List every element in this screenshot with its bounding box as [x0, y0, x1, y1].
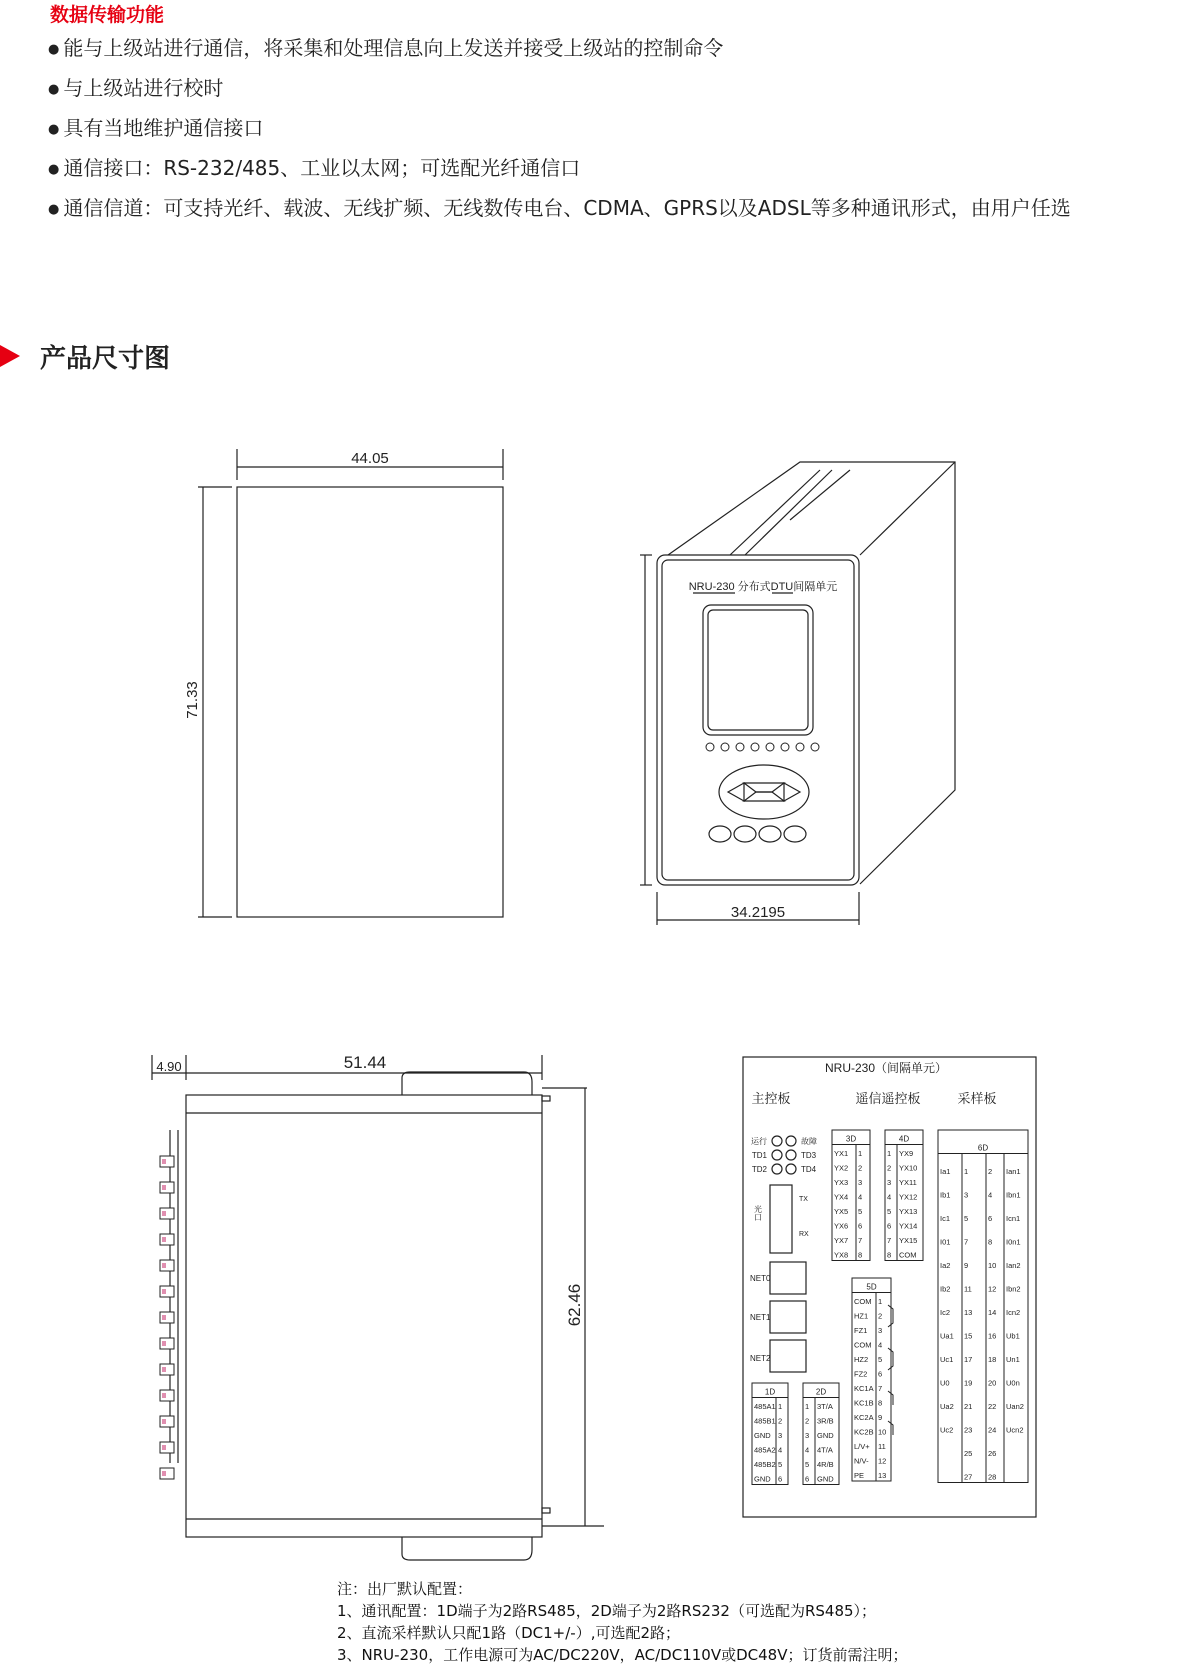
terminal-blocks	[752, 1130, 1028, 1485]
terminal-cell: Icn1	[1006, 1214, 1021, 1223]
terminal-cell: Icn2	[1006, 1308, 1021, 1317]
screw-marker	[162, 1211, 166, 1216]
terminal-block-5d	[852, 1278, 891, 1481]
terminal-cell: 3	[858, 1178, 863, 1187]
net-label: NET0	[750, 1274, 771, 1283]
terminal-block-title: 1D	[764, 1387, 776, 1397]
terminal-cell: Uan2	[1006, 1402, 1024, 1411]
net-label: NET2	[750, 1354, 771, 1363]
terminal-cell: I0n1	[1006, 1237, 1021, 1247]
factory-default-notes	[337, 1578, 907, 1666]
terminal-cell: Ib1	[940, 1190, 951, 1200]
terminal-cell: 485A2	[754, 1445, 776, 1455]
terminal-cell: 8	[988, 1237, 993, 1247]
terminal-cell: YX8	[834, 1250, 849, 1260]
sample-board-label: 采样板	[957, 1091, 997, 1106]
terminal-cell: 6	[887, 1221, 892, 1231]
feature-item: ● 通信接口：RS-232/485、工业以太网；可选配光纤通信口	[48, 150, 1071, 190]
screw-marker	[162, 1185, 166, 1190]
terminal-cell: 26	[988, 1449, 997, 1458]
terminal-cell: COM	[854, 1340, 872, 1350]
led-label: 运行	[751, 1137, 767, 1146]
note-line: 1、通讯配置：1D端子为2路RS485，2D端子为2路RS232（可选配为RS485）；	[337, 1602, 877, 1620]
terminal-cell: Ic2	[940, 1308, 951, 1317]
note-line: 3、NRU-230，工作电源可为AC/DC220V，AC/DC110V或DC48V；订货前需注明；	[337, 1646, 908, 1664]
terminal-cell: 485A1	[754, 1402, 776, 1411]
terminal-cell: Ua2	[940, 1402, 954, 1411]
terminal-cell: 4	[805, 1445, 810, 1455]
terminal-block-title: 2D	[815, 1387, 827, 1397]
terminal-title: NRU-230（间隔单元）	[824, 1061, 948, 1075]
terminal-cell: 9	[878, 1413, 883, 1422]
terminal-block-4d	[885, 1130, 923, 1261]
terminal-cell: 8	[878, 1398, 883, 1408]
terminal-cell: 3	[887, 1178, 892, 1187]
terminal-cell: COM	[899, 1250, 917, 1260]
terminal-block-1d	[752, 1383, 788, 1485]
optical-port-label: 光口	[753, 1205, 763, 1221]
feature-item: ● 通信信道：可支持光纤、载波、无线扩频、无线数传电台、CDMA、GPRS以及ADSL等多种通讯形式，由用户任选	[48, 190, 1071, 230]
terminal-cell: 1	[778, 1402, 783, 1411]
terminal-cell: 17	[964, 1355, 973, 1364]
terminal-cell: 21	[964, 1402, 973, 1411]
terminal-cell: 5	[858, 1207, 863, 1216]
terminal-cell: Un1	[1006, 1355, 1020, 1364]
terminal-cell: L/V+	[854, 1442, 870, 1451]
screw-marker	[162, 1289, 166, 1294]
terminal-cell: YX14	[899, 1221, 918, 1231]
terminal-cell: 8	[887, 1250, 892, 1260]
terminal-cell: YX4	[834, 1192, 849, 1202]
screw-marker	[162, 1263, 166, 1268]
terminal-cell: 6	[878, 1369, 883, 1379]
section-title-communication: 数据传输功能	[50, 4, 165, 26]
led-label: TD4	[801, 1165, 817, 1174]
terminal-cell: GND	[754, 1474, 771, 1484]
terminal-cell: 13	[878, 1471, 887, 1480]
terminal-cell: Ia1	[940, 1167, 951, 1176]
terminal-cell: FZ2	[854, 1369, 868, 1379]
terminal-cell: HZ2	[854, 1355, 869, 1364]
screw-marker	[162, 1341, 166, 1346]
terminal-cell: 12	[988, 1284, 997, 1294]
terminal-cell: 3R/B	[817, 1416, 834, 1426]
terminal-cell: 3	[805, 1431, 810, 1440]
navigation-keypad-icon	[719, 765, 809, 819]
terminal-cell: 4	[887, 1192, 892, 1202]
terminal-cell: KC2A	[854, 1413, 874, 1422]
terminal-cell: YX1	[834, 1149, 849, 1158]
terminal-cell: YX12	[899, 1192, 918, 1202]
dim-front-height: 71.33	[184, 681, 201, 719]
yx-board-label: 遥信遥控板	[855, 1091, 921, 1106]
terminal-cell: 4	[778, 1445, 783, 1455]
terminal-cell: 18	[988, 1355, 997, 1364]
screw-marker	[162, 1237, 166, 1242]
terminal-cell: 3	[878, 1326, 883, 1335]
terminal-cell: Ibn2	[1006, 1284, 1021, 1294]
led-label: 故障	[801, 1137, 817, 1146]
terminal-cell: 1	[878, 1297, 883, 1306]
terminal-cell: 24	[988, 1425, 997, 1435]
terminal-cell: 7	[878, 1384, 883, 1393]
side-view	[152, 1055, 604, 1560]
terminal-block-title: 5D	[866, 1282, 877, 1292]
terminal-cell: 5	[805, 1460, 810, 1469]
terminal-cell: 6	[858, 1221, 863, 1231]
terminal-block-title: 3D	[845, 1134, 857, 1144]
terminal-cell: 20	[988, 1378, 997, 1388]
terminal-cell: YX15	[899, 1236, 918, 1245]
terminal-cell: 11	[878, 1442, 886, 1451]
terminal-cell: KC1B	[854, 1398, 874, 1408]
terminal-cell: 1	[805, 1402, 810, 1411]
terminal-cell: KC2B	[854, 1427, 874, 1437]
terminal-cell: FZ1	[854, 1326, 868, 1335]
terminal-cell: 4	[988, 1190, 993, 1200]
terminal-cell: 2	[878, 1311, 883, 1321]
terminal-cell: 5	[964, 1214, 969, 1223]
terminal-cell: 15	[964, 1331, 973, 1341]
terminal-cell: 6	[805, 1474, 810, 1484]
isometric-view	[640, 462, 955, 925]
led-label: TD3	[801, 1151, 817, 1160]
terminal-cell: 23	[964, 1425, 973, 1435]
feature-item: ● 具有当地维护通信接口	[48, 110, 1071, 150]
terminal-cell: 2	[988, 1167, 993, 1176]
terminal-block-6d	[938, 1130, 1028, 1483]
terminal-cell: 2	[805, 1416, 810, 1426]
feature-item: ● 与上级站进行校时	[48, 70, 1071, 110]
terminal-cell: 2	[778, 1416, 783, 1426]
tx-label: TX	[799, 1196, 808, 1203]
screw-marker	[162, 1159, 166, 1164]
note-line: 2、直流采样默认只配1路（DC1+/-）,可选配2路；	[337, 1624, 681, 1642]
terminal-cell: N/V-	[854, 1456, 869, 1466]
terminal-cell: 4R/B	[817, 1460, 834, 1469]
terminal-cell: 14	[988, 1308, 997, 1317]
terminal-cell: 3	[964, 1190, 969, 1200]
led-row	[706, 743, 819, 751]
terminal-block-2d	[803, 1383, 839, 1485]
terminal-block-title: 4D	[898, 1134, 910, 1144]
terminal-cell: Ian1	[1006, 1167, 1021, 1176]
terminal-cell: 5	[778, 1460, 783, 1469]
terminal-cell: Uc2	[940, 1425, 954, 1435]
terminal-cell: GND	[817, 1431, 834, 1440]
terminal-cell: Ua1	[940, 1331, 954, 1341]
terminal-cell: Ic1	[940, 1214, 951, 1223]
terminal-cell: 8	[858, 1250, 863, 1260]
terminal-cell: 2	[858, 1163, 863, 1173]
terminal-cell: 25	[964, 1449, 973, 1458]
terminal-cell: 13	[964, 1308, 973, 1317]
terminal-cell: YX9	[899, 1149, 914, 1158]
terminal-cell: Ian2	[1006, 1261, 1021, 1270]
terminal-cell: 9	[964, 1261, 969, 1270]
dim-side-height: 62.46	[565, 1283, 584, 1327]
terminal-cell: 7	[887, 1236, 892, 1245]
screw-marker	[162, 1393, 166, 1398]
terminal-cell: U0n	[1006, 1378, 1020, 1388]
terminal-cell: Uc1	[940, 1355, 954, 1364]
terminal-cell: 1	[887, 1149, 892, 1158]
led-label: TD2	[751, 1165, 767, 1174]
terminal-cell: GND	[817, 1474, 834, 1484]
terminal-cell: Ucn2	[1006, 1425, 1024, 1435]
terminal-cell: 4T/A	[817, 1445, 833, 1455]
terminal-cell: 485B1	[754, 1416, 776, 1426]
screw-marker	[162, 1315, 166, 1320]
front-view	[198, 449, 503, 917]
terminal-cell: 27	[964, 1472, 973, 1482]
terminal-cell: Ub1	[1006, 1331, 1020, 1341]
terminal-cell: 1	[858, 1149, 863, 1158]
terminal-cell: 3	[778, 1431, 783, 1440]
terminal-cell: 10	[878, 1427, 887, 1437]
terminal-cell: 28	[988, 1472, 997, 1482]
screw-marker	[162, 1367, 166, 1372]
led-label: TD1	[751, 1151, 767, 1160]
terminal-cell: GND	[754, 1431, 771, 1440]
net-label: NET1	[750, 1313, 771, 1322]
terminal-cell: Ib2	[940, 1284, 951, 1294]
terminal-cell: YX10	[899, 1163, 918, 1173]
device-label: NRU-230 分布式DTU间隔单元	[688, 581, 838, 593]
screw-marker	[162, 1419, 166, 1424]
section-title-dimensions: 产品尺寸图	[40, 344, 171, 374]
dim-side-small: 4.90	[156, 1059, 182, 1074]
terminal-cell: Ia2	[940, 1261, 951, 1270]
dim-front-width: 44.05	[351, 450, 389, 467]
function-buttons	[709, 826, 806, 842]
terminal-block-title: 6D	[977, 1143, 989, 1153]
main-board-label: 主控板	[751, 1091, 791, 1106]
terminal-cell: 5	[887, 1207, 892, 1216]
dim-iso-width: 34.2195	[730, 904, 786, 921]
terminal-cell: 19	[964, 1378, 973, 1388]
terminal-cell: 6	[988, 1214, 993, 1223]
terminal-cell: 7	[858, 1236, 863, 1245]
terminal-cell: YX6	[834, 1221, 849, 1231]
terminal-cell: YX13	[899, 1207, 918, 1216]
terminal-cell: YX11	[899, 1178, 917, 1187]
terminal-cell: 22	[988, 1402, 997, 1411]
feature-item: ● 能与上级站进行通信，将采集和处理信息向上发送并接受上级站的控制命令	[48, 30, 1071, 70]
terminal-cell: 16	[988, 1331, 997, 1341]
terminal-cell: 6	[778, 1474, 783, 1484]
side-connector-strip	[160, 1156, 174, 1479]
terminal-cell: HZ1	[854, 1311, 869, 1321]
terminal-cell: YX7	[834, 1236, 849, 1245]
terminal-cell: 3T/A	[817, 1402, 833, 1411]
terminal-cell: 5	[878, 1355, 883, 1364]
rx-label: RX	[799, 1231, 809, 1238]
terminal-cell: 1	[964, 1167, 969, 1176]
terminal-cell: 485B2	[754, 1460, 776, 1469]
terminal-cell: COM	[854, 1297, 872, 1306]
terminal-cell: 11	[964, 1284, 972, 1294]
terminal-block-3d	[832, 1130, 870, 1261]
terminal-cell: 10	[988, 1261, 997, 1270]
terminal-cell: PE	[854, 1471, 865, 1480]
terminal-cell: 7	[964, 1237, 969, 1247]
terminal-cell: YX2	[834, 1163, 849, 1173]
terminal-cell: 2	[887, 1163, 892, 1173]
screw-marker	[162, 1471, 166, 1476]
screw-marker	[162, 1445, 166, 1450]
terminal-cell: I01	[940, 1237, 951, 1247]
terminal-cell: 4	[858, 1192, 863, 1202]
terminal-cell: U0	[940, 1378, 950, 1388]
terminal-cell: Ibn1	[1006, 1190, 1021, 1200]
note-line: 注：出厂默认配置：	[337, 1580, 473, 1598]
terminal-cell: 12	[878, 1456, 887, 1466]
dim-side-depth: 51.44	[343, 1053, 387, 1072]
terminal-cell: YX3	[834, 1178, 849, 1187]
terminal-cell: YX5	[834, 1207, 849, 1216]
terminal-cell: 4	[878, 1340, 883, 1350]
terminal-cell: KC1A	[854, 1384, 874, 1393]
